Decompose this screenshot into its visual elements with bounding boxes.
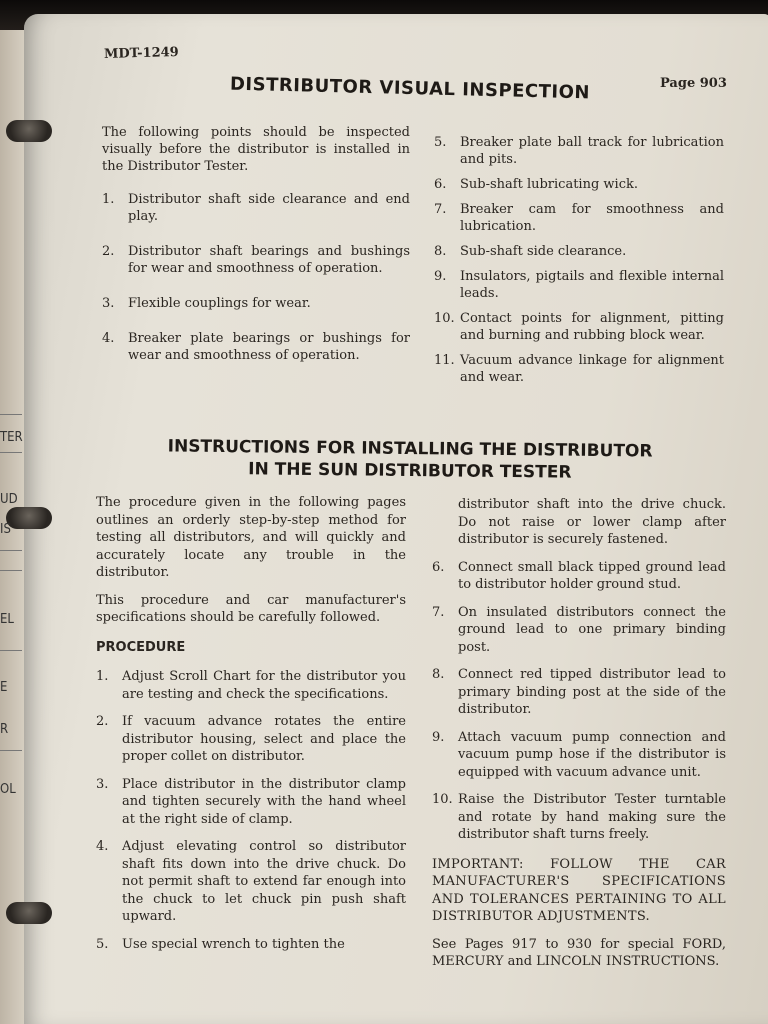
section-title-installing: INSTRUCTIONS FOR INSTALLING THE DISTRIBUTOR IN THE SUN DISTRIBUTOR TESTER xyxy=(167,436,653,483)
list-item: 3. Place distributor in the distributor clamp and tighten securely with the hand wheel at the right side of clamp. xyxy=(96,776,406,827)
list-item: 1. Distributor shaft side clearance and end play. xyxy=(102,192,410,224)
binder-ring-bottom xyxy=(6,902,52,924)
list-item: 9. Insulators, pigtails and flexible internal leads. xyxy=(434,269,724,301)
list-item: 5. Use special wrench to tighten the xyxy=(96,936,345,952)
list-item: 4. Adjust elevating control so distributor shaft fits down into the drive chuck. Do not permit shaft to extend far enough into the chuck to let chuck pin push shaft upward. xyxy=(96,839,406,924)
list-item: 6. Connect small black tipped ground lead to distributor holder ground stud. xyxy=(432,559,726,592)
instructions-right-column xyxy=(432,496,726,971)
side-tab: EL xyxy=(0,612,14,627)
list-item: 8. Connect red tipped distributor lead to primary binding post at the side of the distributor. xyxy=(432,667,726,717)
procedure-heading: PROCEDURE xyxy=(96,639,186,655)
list-item: 10. Contact points for alignment, pitting and burning and rubbing block wear. xyxy=(434,311,724,343)
side-tab: OL xyxy=(0,782,16,797)
list-item: 9. Attach vacuum pump connection and vacuum pump hose if the distributor is equipped with vacuum advance unit. xyxy=(432,729,726,780)
document-id: MDT-1249 xyxy=(103,45,179,62)
important-note: IMPORTANT: FOLLOW THE CAR MANUFACTURER'S SPECIFICATIONS AND TOLERANCES PERTAINING TO ALL DISTRIBUTOR ADJUSTMENTS. xyxy=(432,856,726,924)
intro-paragraph: The procedure given in the following pages outlines an orderly step-by-step method for testing all distributors, and will quickly and accurately locate any trouble in the distributor. xyxy=(96,495,406,580)
list-item: distributor shaft into the drive chuck. Do not raise or lower clamp after distributor is securely fastened. xyxy=(458,497,726,547)
list-item: 6. Sub-shaft lubricating wick. xyxy=(434,177,638,192)
list-item: 7. Breaker cam for smoothness and lubrication. xyxy=(434,202,724,234)
list-item: 2. Distributor shaft bearings and bushings for wear and smoothness of operation. xyxy=(102,244,410,276)
list-item: 10. Raise the Distributor Tester turntable and rotate by hand making sure the distributor shaft turns freely. xyxy=(432,792,726,842)
binder-ring-top xyxy=(6,120,52,142)
list-item: 11. Vacuum advance linkage for alignment and wear. xyxy=(434,353,724,385)
list-item: 1. Adjust Scroll Chart for the distributor you are testing and check the specifications. xyxy=(96,669,406,702)
see-pages-note: See Pages 917 to 930 for special FORD, MERCURY and LINCOLN INSTRUCTIONS. xyxy=(432,936,726,969)
side-index-tabs xyxy=(0,410,26,830)
list-item: 2. If vacuum advance rotates the entire distributor housing, select and place the proper collet on distributor. xyxy=(96,714,406,764)
list-item: 7. On insulated distributors connect the ground lead to one primary binding post. xyxy=(432,604,726,655)
intro-paragraph-2: This procedure and car manufacturer's specifications should be carefully followed. xyxy=(96,592,406,625)
inspection-intro: The following points should be inspected visually before the distributor is installed in the Distributor Tester. xyxy=(102,125,410,174)
side-tab: TER xyxy=(0,430,23,445)
list-item: 4. Breaker plate bearings or bushings for wear and smoothness of operation. xyxy=(102,331,410,363)
list-item: 8. Sub-shaft side clearance. xyxy=(434,244,627,259)
list-item: 3. Flexible couplings for wear. xyxy=(102,296,311,311)
instructions-left-column xyxy=(96,494,406,953)
side-tab: R xyxy=(0,722,9,737)
page-number: Page 903 xyxy=(660,76,727,91)
list-item: 5. Breaker plate ball track for lubrication and pits. xyxy=(434,135,724,167)
inspection-left-column xyxy=(102,124,410,364)
side-tab: IS xyxy=(0,522,11,537)
section-title-visual-inspection: DISTRIBUTOR VISUAL INSPECTION xyxy=(229,73,591,104)
side-tab: UD xyxy=(0,492,18,507)
inspection-right-column xyxy=(434,134,724,386)
side-tab: E xyxy=(0,680,8,695)
